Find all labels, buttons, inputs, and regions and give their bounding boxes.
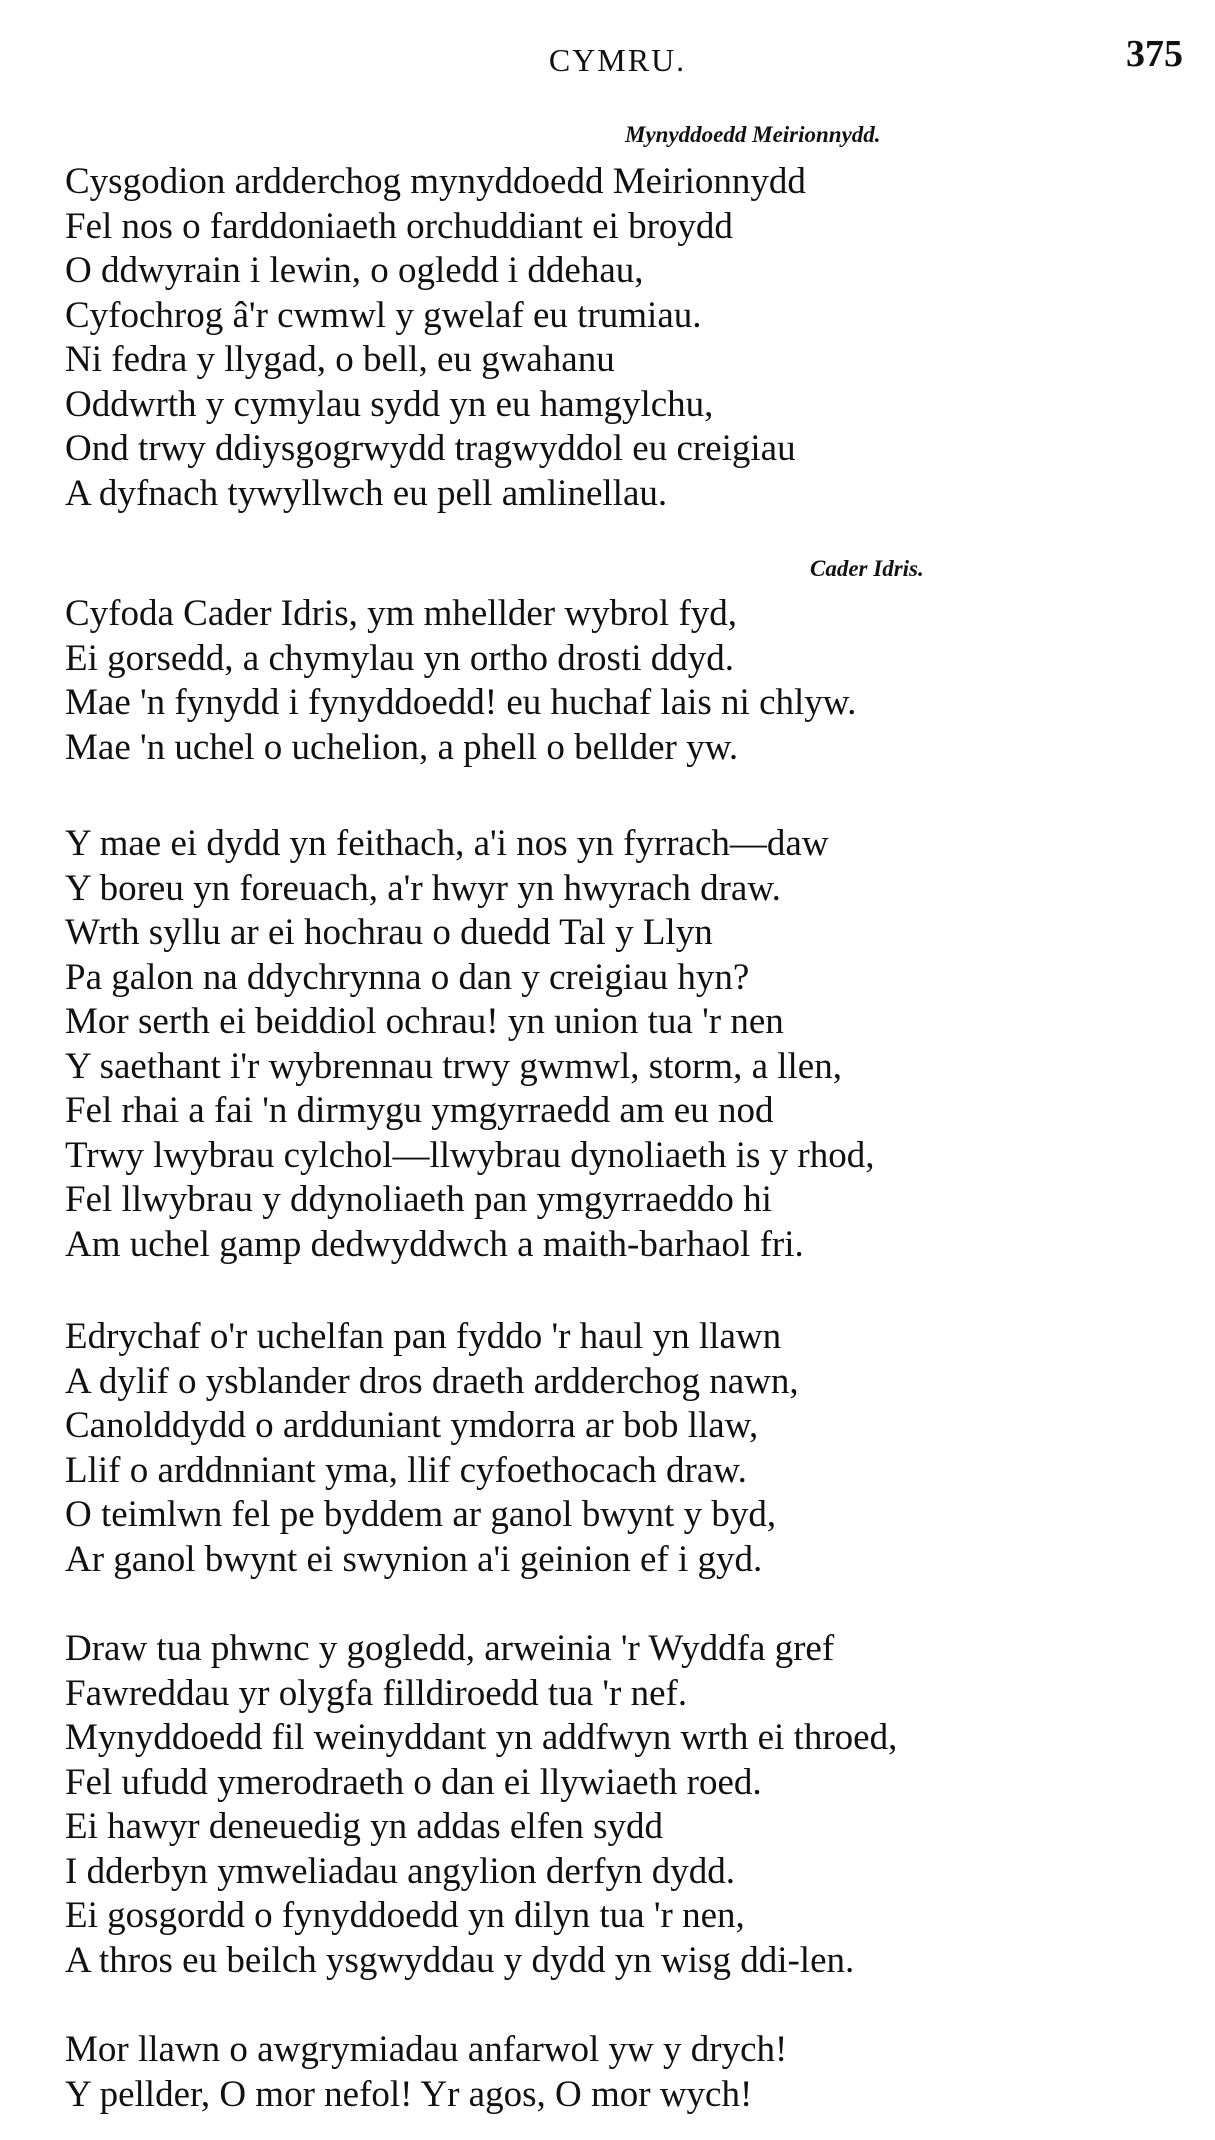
poem-line: Canolddydd o ardduniant ymdorra ar bob llaw, <box>65 1405 759 1446</box>
poem-line: Ni fedra y llygad, o bell, eu gwahanu <box>65 339 615 380</box>
poem-line: Draw tua phwnc y gogledd, arweinia 'r Wyddfa gref <box>65 1628 835 1669</box>
running-header <box>0 32 1215 82</box>
poem-line: Mor llawn o awgrymiadau anfarwol yw y drych! <box>65 2029 788 2070</box>
running-title: CYMRU. <box>548 42 687 78</box>
section-heading-cader-idris: Cader Idris. <box>810 556 924 581</box>
poem-line: Fel llwybrau y ddynoliaeth pan ymgyrraeddo hi <box>65 1179 772 1220</box>
page-number: 375 <box>1126 33 1183 75</box>
poem-line: Ei gorsedd, a chymylau yn ortho drosti ddyd. <box>65 637 734 679</box>
poem-line: Cysgodion ardderchog mynyddoedd Meirionnydd <box>65 161 806 202</box>
poem-line: Mor serth ei beiddiol ochrau! yn union tua 'r nen <box>65 1001 784 1042</box>
poem-line: Mae 'n uchel o uchelion, a phell o bellder yw. <box>65 726 739 768</box>
poem-line: Wrth syllu ar ei hochrau o duedd Tal y Llyn <box>65 912 713 953</box>
poem-line: Y mae ei dydd yn feithach, a'i nos yn fyrrach—daw <box>65 823 829 864</box>
stanza <box>65 1315 1195 1582</box>
poem-line: O ddwyrain i lewin, o ogledd i ddehau, <box>65 250 644 291</box>
section-heading-mynyddoedd-meirionnydd: Mynyddoedd Meirionnydd. <box>625 122 881 147</box>
poem-line: Oddwrth y cymylau sydd yn eu hamgylchu, <box>65 383 714 425</box>
stanza <box>65 592 1195 770</box>
poem-line: Cyfochrog â'r cwmwl y gwelaf eu trumiau. <box>65 294 702 336</box>
poem-line: Fel rhai a fai 'n dirmygu ymgyrraedd am eu nod <box>65 1090 774 1131</box>
poem-line: Am uchel gamp dedwyddwch a maith-barhaol fri. <box>65 1223 804 1265</box>
poem-line: A dyfnach tywyllwch eu pell amlinellau. <box>65 472 668 514</box>
poem-line: Fel nos o farddoniaeth orchuddiant ei broydd <box>65 205 733 247</box>
stanza <box>65 822 1195 1267</box>
poem-line: Mynyddoedd fil weinyddant yn addfwyn wrth ei throed, <box>65 1717 898 1758</box>
poem-line: Llif o arddnniant yma, llif cyfoethocach draw. <box>65 1449 747 1491</box>
poem-line: Fawreddau yr olygfa filldiroedd tua 'r nef. <box>65 1672 688 1714</box>
poem-line: O teimlwn fel pe byddem ar ganol bwynt y byd, <box>65 1494 777 1535</box>
poem-line: Y pellder, O mor nefol! Yr agos, O mor wych! <box>65 2073 753 2115</box>
poem-line: Mae 'n fynydd i fynyddoedd! eu huchaf lais ni chlyw. <box>65 682 857 723</box>
stanza <box>65 1627 1195 1983</box>
poem-line: Y boreu yn foreuach, a'r hwyr yn hwyrach draw. <box>65 867 781 909</box>
poem-line: Edrychaf o'r uchelfan pan fyddo 'r haul yn llawn <box>65 1316 782 1357</box>
poem-line: Cyfoda Cader Idris, ym mhellder wybrol fyd, <box>65 593 738 634</box>
poem-line: A dylif o ysblander dros draeth ardderchog nawn, <box>65 1360 799 1402</box>
poem-line: I dderbyn ymweliadau angylion derfyn dydd. <box>65 1850 735 1892</box>
poem-line: Ar ganol bwynt ei swynion a'i geinion ef i gyd. <box>65 1538 763 1580</box>
poem-line: A thros eu beilch ysgwyddau y dydd yn wisg ddi-len. <box>65 1939 855 1981</box>
poem-line: Fel ufudd ymerodraeth o dan ei llywiaeth roed. <box>65 1761 762 1803</box>
poem-line: Ond trwy ddiysgogrwydd tragwyddol eu creigiau <box>65 428 796 469</box>
stanza <box>65 2028 1195 2117</box>
stanza <box>65 160 1195 516</box>
poem-line: Y saethant i'r wybrennau trwy gwmwl, storm, a llen, <box>65 1045 842 1087</box>
poem-line: Ei hawyr deneuedig yn addas elfen sydd <box>65 1806 663 1847</box>
poem-line: Pa galon na ddychrynna o dan y creigiau hyn? <box>65 956 750 998</box>
poem-line: Ei gosgordd o fynyddoedd yn dilyn tua 'r nen, <box>65 1895 745 1936</box>
poem-line: Trwy lwybrau cylchol—llwybrau dynoliaeth is y rhod, <box>65 1134 875 1176</box>
